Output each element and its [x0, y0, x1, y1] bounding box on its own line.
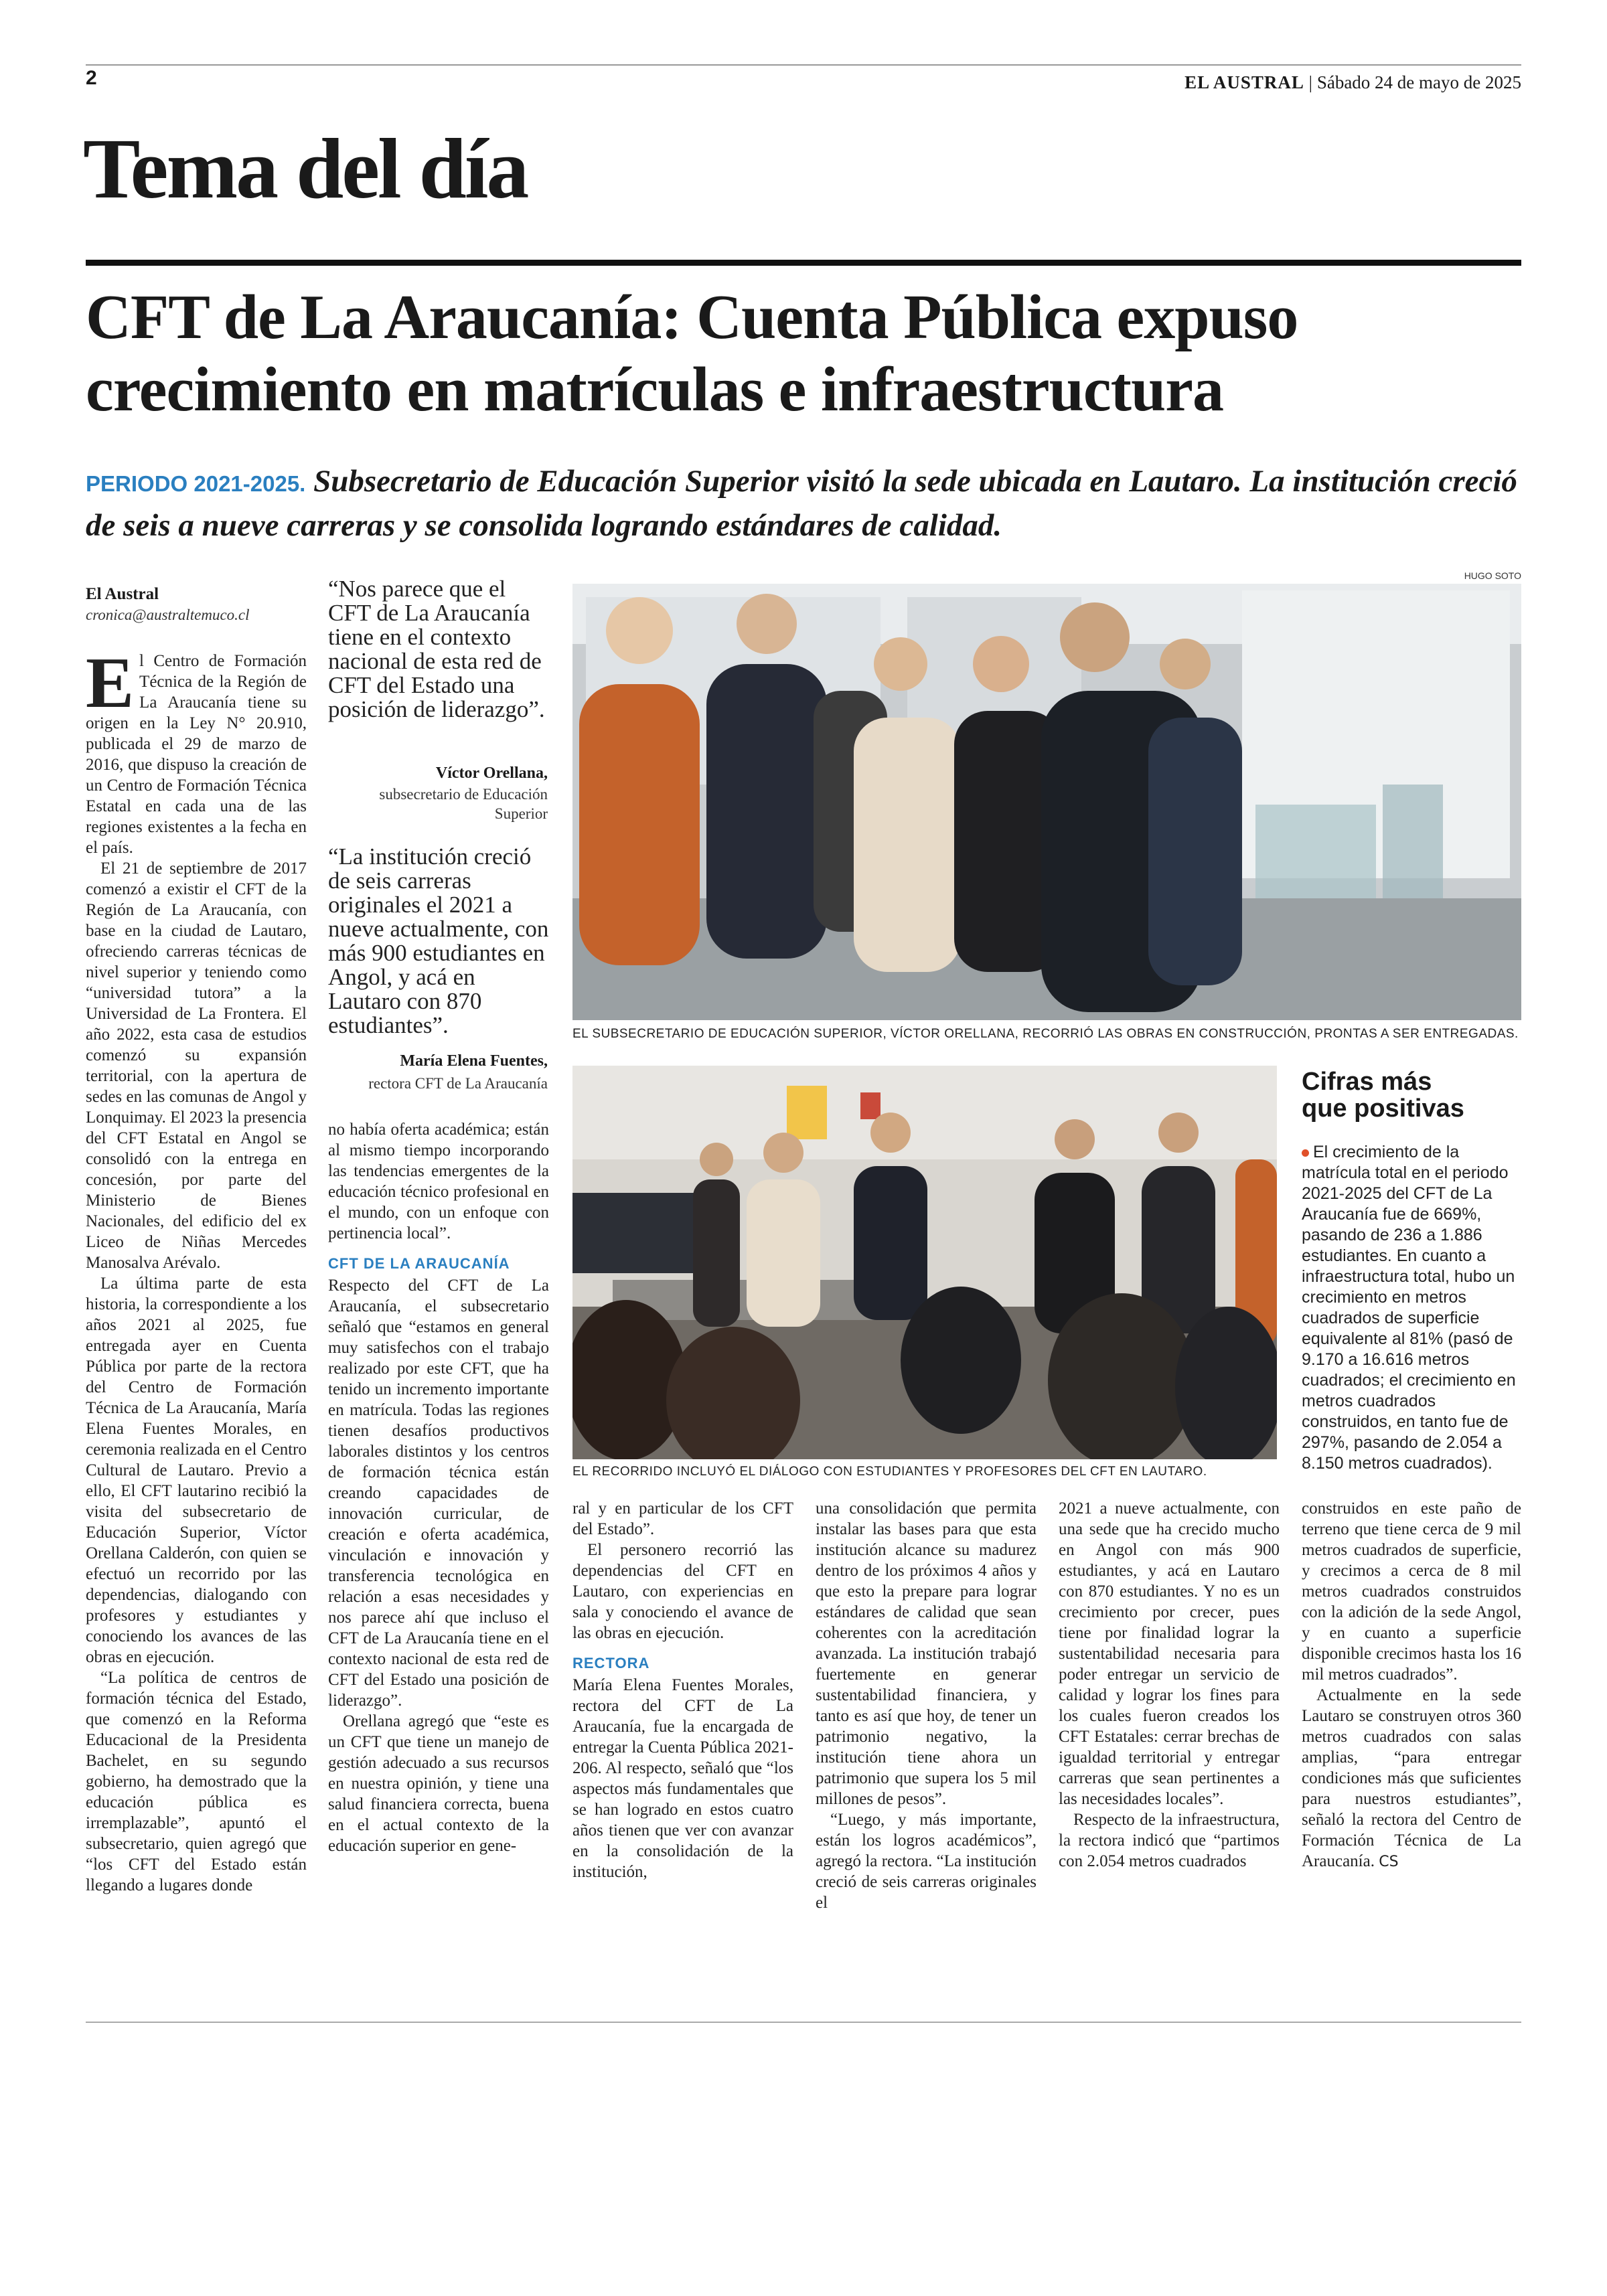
paragraph: “Luego, y más importante, están los logros académicos”, agregó la rectora. “La institución creció de seis carreras originales el	[816, 1811, 1037, 1912]
paragraph	[1302, 1685, 1521, 1872]
photo-classroom-image	[572, 1066, 1277, 1459]
pull-quote-1-author: Víctor Orellana,	[435, 764, 548, 782]
publication-date: Sábado 24 de mayo de 2025	[1316, 72, 1521, 92]
byline-email: cronica@australtemuco.cl	[86, 606, 250, 623]
deck-kicker: PERIODO 2021-2025.	[86, 471, 306, 496]
bottom-rule	[86, 2022, 1521, 2023]
pull-quote-2-role: rectora CFT de La Araucanía	[368, 1075, 548, 1092]
headline-line-1: CFT de La Araucanía: Cuenta Pública expuso	[86, 282, 1298, 352]
photo-caption-2: EL RECORRIDO INCLUYÓ EL DIÁLOGO CON ESTUDIANTES Y PROFESORES DEL CFT EN LAUTARO.	[572, 1465, 1207, 1479]
paragraph: María Elena Fuentes Morales, rectora del CFT de La Araucanía, fue la encargada de entregar la Cuenta Pública 2021-206. Al respecto, señaló que “los aspectos más fundamentales que se han logrado en estos cuatro años tienen que ver con avanzar en la consolidación de la institución,	[572, 1676, 793, 1881]
paragraph: El personero recorrió las dependencias del CFT en Lautaro, con experiencias en sala y conociendo el avance de las obras en ejecución.	[572, 1541, 793, 1642]
header-dateline	[1184, 72, 1521, 93]
header-rule	[86, 64, 1521, 66]
body-column-4	[816, 1498, 1037, 1913]
paragraph: La última parte de esta historia, la correspondiente a los años 2021 al 2025, fue entregada ayer en Cuenta Pública por parte de la rectora del Centro de Formación Técnica de La Araucanía, María Elena Fuentes Morales, en ceremonia realizada en el Centro Cultural de Lautaro. Previo a ello, El CFT lautarino recibió la visita del subsecretario de Educación Superior, Víctor Orellana Calderón, con quien se efectuó un recorrido por las dependencias, dialogando con profesores y estudiantes y conociendo los avances de las obras en ejecución.	[86, 1275, 307, 1666]
paragraph: una consolidación que permita instalar las bases para que esta institución alcance su madurez dentro de los próximos 4 años y que esto la prepare para lograr estándares de calidad que sean coherentes con la acreditación avanzada. La institución trabajó fuertemente en generar sustentabilidad financiera, y tanto es así que hoy, de tener un patrimonio negativo, la institución tiene ahora un patrimonio que supera los 5 mil millones de pesos”.	[816, 1499, 1037, 1808]
deck-text: Subsecretario de Educación Superior visitó la sede ubicada en Lautaro. La institución creció de seis a nueve carreras y se consolida logrando estándares de calidad.	[86, 464, 1517, 543]
section-rule	[86, 260, 1521, 266]
headline-line-2: crecimiento en matrículas e infraestructura	[86, 355, 1223, 424]
paragraph: El 21 de septiembre de 2017 comenzó a existir el CFT de la Región de La Araucanía, con base en la ciudad de Lautaro, ofreciendo carreras técnicas de nivel superior y teniendo como “universidad tutora” a la Universidad de La Frontera. El año 2022, esta casa de estudios comenzó su expansión territorial, con la apertura de sedes en las comunas de Angol y Lonquimay. El 2023 la presencia del CFT Estatal en Angol se consolidó con la entrega en concesión, por parte del Ministerio de Bienes Nacionales, del edificio del ex Liceo de Niñas Mercedes Manosalva Arévalo.	[86, 859, 307, 1272]
sidebar-title-line-1: Cifras más	[1302, 1068, 1432, 1096]
sidebar-text: El crecimiento de la matrícula total en el periodo 2021-2025 del CFT de La Araucanía fue de 669%, pasando de 236 a 1.886 estudiantes. En cuanto a infraestructura total, hubo un crecimiento en metros cuadrados de superficie equivalente al 81% (pasó de 9.170 a 16.616 metros cuadrados; el crecimiento en metros cuadrados construidos, en tanto fue de 297%, pasando de 2.054 a 8.150 metros cuadrados).	[1302, 1143, 1516, 1473]
body-column-5	[1059, 1498, 1280, 1872]
byline-name: El Austral	[86, 585, 159, 603]
end-mark-icon: CS	[1379, 1854, 1399, 1870]
paragraph: l Centro de Formación Técnica de la Región de La Araucanía tiene su origen en la Ley N° 20.910, publicada el 29 de marzo de 2016, que dispuso la creación de un Centro de Formación Técnica Estatal en cada una de las regiones existentes a la fecha en el país.	[86, 652, 307, 857]
body-column-3	[572, 1498, 793, 1882]
paragraph-text: Actualmente en la sede Lautaro se construyen otros 360 metros cuadrados con salas amplias, “para entregar condiciones más que suficientes para nuestros estudiantes”, señaló la rectora del Centro de Formación Técnica de La Araucanía.	[1302, 1686, 1521, 1870]
pull-quote-1: “Nos parece que el CFT de La Araucanía tiene en el contexto nacional de esta red de CFT del Estado una posición de liderazgo”.	[328, 576, 545, 722]
sidebar-body	[1302, 1142, 1523, 1474]
body-column-2	[328, 1119, 549, 1856]
body-column-6	[1302, 1498, 1521, 1872]
section-title: Tema del día	[83, 121, 528, 216]
photo-classroom-dialogue	[572, 1066, 1277, 1459]
body-column-1	[86, 643, 307, 1896]
photo-construction-visit	[572, 584, 1521, 1020]
drop-cap: E	[86, 643, 135, 723]
subhead-cft: CFT DE LA ARAUCANÍA	[328, 1255, 510, 1272]
header-separator: |	[1304, 72, 1317, 92]
paragraph: Respecto del CFT de La Araucanía, el subsecretario señaló que “estamos en general muy satisfechos con el trabajo realizado por este CFT, que ha tenido un incremento importante en matrícula. Todas las regiones tienen desafíos productivos laborales distintos y los centros de formación técnica están creando capacidades de innovación curricular, de creación e oferta académica, vinculación e innovación y transferencia tecnológica en relación a esas necesidades y nos parece ahí que incluso el CFT de La Araucanía tiene en el contexto nacional de esta red de CFT del Estado una posición de liderazgo”.	[328, 1277, 549, 1710]
pull-quote-2-author: María Elena Fuentes,	[400, 1052, 548, 1070]
sidebar-title-line-2: que positivas	[1302, 1094, 1464, 1123]
publication-name: EL AUSTRAL	[1184, 72, 1304, 92]
sidebar-title	[1302, 1068, 1464, 1122]
page-number: 2	[86, 67, 97, 89]
paragraph: 2021 a nueve actualmente, con una sede que ha crecido mucho en Angol con más 900 estudiantes, y acá en Lautaro con 870 estudiantes. Y no es un crecimiento por crecer, pues tiene por finalidad lograr la sustentabilidad necesaria para poder entregar un servicio de calidad y lograr los fines para los cuales fueron creados los CFT Estatales: cerrar brechas de igualdad territorial y entregar carreras que sean pertinentes a las necesidades locales”.	[1059, 1499, 1280, 1808]
paragraph: ral y en particular de los CFT del Estado”.	[572, 1499, 793, 1538]
photo-construction-image	[572, 584, 1521, 1020]
photo-credit: HUGO SOTO	[1464, 570, 1521, 581]
photo-caption-1: EL SUBSECRETARIO DE EDUCACIÓN SUPERIOR, VÍCTOR ORELLANA, RECORRIÓ LAS OBRAS EN CONSTRUCCIÓN, PRONTAS A SER ENTREGADAS.	[572, 1027, 1519, 1041]
paragraph: “La política de centros de formación técnica del Estado, que comenzó en la Reforma Educacional de la Presidenta Bachelet, en su segundo gobierno, ha demostrado que la educación pública es irremplazable”, apuntó el subsecretario, quien agregó que “los CFT del Estado están llegando a lugares donde	[86, 1669, 307, 1894]
paragraph: Respecto de la infraestructura, la rectora indicó que “partimos con 2.054 metros cuadrados	[1059, 1811, 1280, 1870]
headline	[86, 281, 1532, 426]
paragraph: construidos en este paño de terreno que tiene cerca de 9 mil metros cuadrados de superficie, y crecimos a cerca de 8 mil metros cuadrados construidos con la adición de la sede Angol, y en cuanto a superficie disponible crecimos hasta los 16 mil metros cuadrados”.	[1302, 1499, 1521, 1684]
bullet-icon	[1302, 1149, 1309, 1157]
pull-quote-2: “La institución creció de seis carreras originales el 2021 a nueve actualmente, con más 900 estudiantes en Angol, y acá en Lautaro con 870 estudiantes”.	[328, 843, 549, 1038]
deck	[86, 461, 1532, 546]
subhead-rectora: RECTORA	[572, 1655, 650, 1671]
paragraph: no había oferta académica; están al mismo tiempo incorporando las tendencias emergentes de la educación técnico profesional en el mundo, con un enfoque con pertinencia local”.	[328, 1121, 549, 1242]
paragraph: Orellana agregó que “este es un CFT que tiene un manejo de gestión adecuado a sus recursos en nuestra opinión, y tiene una salud financiera correcta, buena en el actual contexto de la educación superior en gene-	[328, 1712, 549, 1855]
pull-quote-1-role: subsecretario de Educación Superior	[379, 786, 548, 822]
